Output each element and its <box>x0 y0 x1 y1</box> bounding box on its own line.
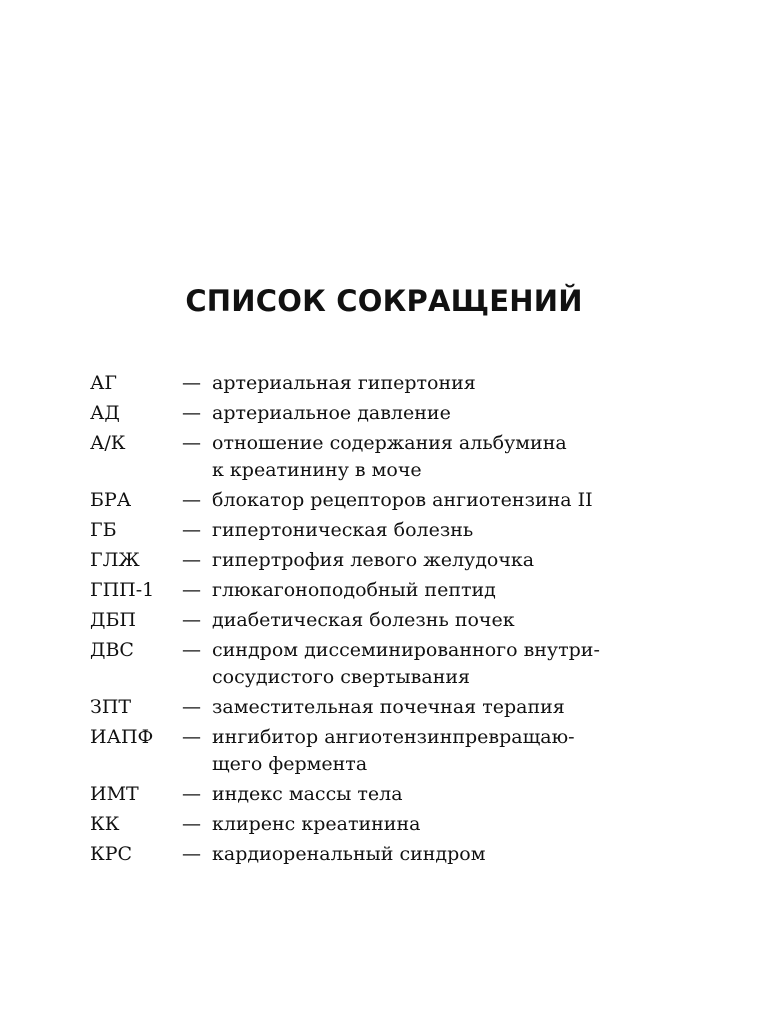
abbreviation-term: АГ <box>90 372 117 394</box>
definition-line: артериальное давление <box>212 402 451 424</box>
definition-line: щего фермента <box>212 753 368 775</box>
abbreviation-definition <box>212 724 600 778</box>
definition-line: блокатор рецепторов ангиотензина II <box>212 489 593 511</box>
abbreviation-dash: — <box>182 432 201 454</box>
abbreviation-dash: — <box>182 372 201 394</box>
definition-line: синдром диссеминированного внутри- <box>212 639 600 661</box>
definition-line: к креатинину в моче <box>212 459 422 481</box>
abbreviation-term: КРС <box>90 843 133 865</box>
page-title: СПИСОК СОКРАЩЕНИЙ <box>185 284 583 318</box>
abbreviation-row <box>90 841 600 868</box>
abbreviation-definition <box>212 487 600 514</box>
abbreviation-dash: — <box>182 519 201 541</box>
abbreviation-row <box>90 370 600 397</box>
definition-line: сосудистого свертывания <box>212 666 471 688</box>
abbreviation-row <box>90 811 600 838</box>
abbreviation-row <box>90 547 600 574</box>
definition-line: глюкагоноподобный пептид <box>212 579 496 601</box>
abbreviation-definition <box>212 517 600 544</box>
abbreviation-term: ГЛЖ <box>90 549 140 571</box>
definition-line: ингибитор ангиотензинпревращаю- <box>212 726 575 748</box>
abbreviation-definition <box>212 607 600 634</box>
abbreviation-dash: — <box>182 843 201 865</box>
abbreviation-dash: — <box>182 402 201 424</box>
abbreviation-definition <box>212 547 600 574</box>
abbreviation-row <box>90 577 600 604</box>
definition-line: отношение содержания альбумина <box>212 432 567 454</box>
abbreviation-term: ЗПТ <box>90 696 132 718</box>
abbreviation-dash: — <box>182 696 201 718</box>
abbreviation-definition <box>212 781 600 808</box>
abbreviation-term: КК <box>90 813 120 835</box>
abbreviation-term: БРА <box>90 489 132 511</box>
abbreviation-dash: — <box>182 549 201 571</box>
abbreviation-term: ГПП-1 <box>90 579 155 601</box>
abbreviation-dash: — <box>182 609 201 631</box>
abbreviation-dash: — <box>182 579 201 601</box>
abbreviation-definition <box>212 400 600 427</box>
definition-line: заместительная почечная терапия <box>212 696 565 718</box>
abbreviation-list <box>90 370 600 871</box>
abbreviation-term: ГБ <box>90 519 117 541</box>
abbreviation-row <box>90 781 600 808</box>
abbreviation-definition <box>212 841 600 868</box>
definition-line: артериальная гипертония <box>212 372 476 394</box>
abbreviation-definition <box>212 694 600 721</box>
abbreviation-row <box>90 487 600 514</box>
definition-line: гипертрофия левого желудочка <box>212 549 535 571</box>
abbreviation-dash: — <box>182 813 201 835</box>
abbreviation-term: ДБП <box>90 609 136 631</box>
abbreviation-row <box>90 517 600 544</box>
abbreviation-row <box>90 430 600 484</box>
definition-line: клиренс креатинина <box>212 813 421 835</box>
abbreviation-dash: — <box>182 639 201 661</box>
abbreviation-term: ИМТ <box>90 783 139 805</box>
abbreviation-term: ИАПФ <box>90 726 154 748</box>
abbreviation-definition <box>212 637 600 691</box>
definition-line: гипертоническая болезнь <box>212 519 474 541</box>
definition-line: кардиоренальный синдром <box>212 843 486 865</box>
abbreviation-row <box>90 694 600 721</box>
abbreviation-dash: — <box>182 489 201 511</box>
abbreviation-term: А/К <box>90 432 126 454</box>
abbreviation-row <box>90 637 600 691</box>
abbreviation-dash: — <box>182 783 201 805</box>
abbreviation-definition <box>212 811 600 838</box>
abbreviation-row <box>90 724 600 778</box>
abbreviation-dash: — <box>182 726 201 748</box>
abbreviation-definition <box>212 430 600 484</box>
definition-line: диабетическая болезнь почек <box>212 609 515 631</box>
abbreviation-definition <box>212 577 600 604</box>
abbreviation-term: ДВС <box>90 639 134 661</box>
definition-line: индекс массы тела <box>212 783 403 805</box>
abbreviation-definition <box>212 370 600 397</box>
abbreviation-row <box>90 400 600 427</box>
abbreviation-term: АД <box>90 402 120 424</box>
abbreviation-row <box>90 607 600 634</box>
